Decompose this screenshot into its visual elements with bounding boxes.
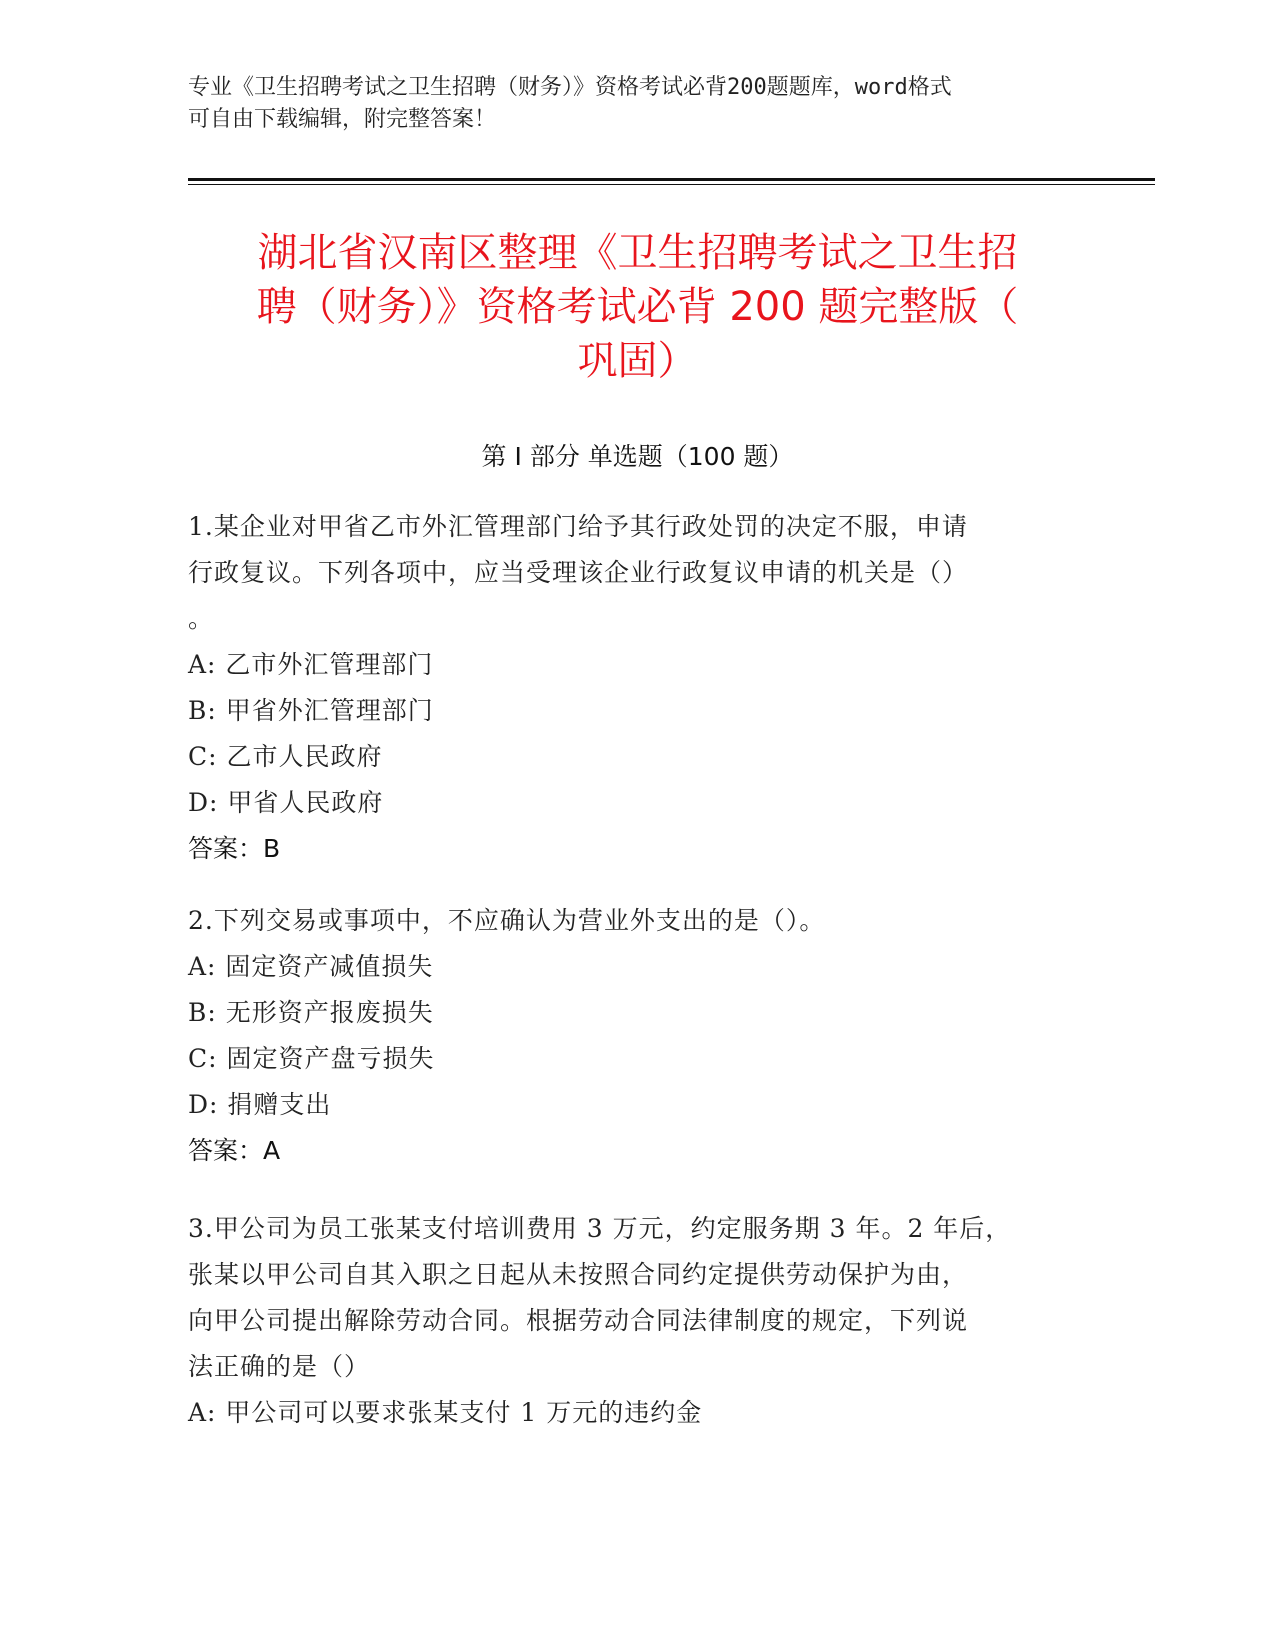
title-line-3: 巩固） xyxy=(577,338,698,384)
header-note xyxy=(188,72,1068,136)
header-divider-thick xyxy=(188,178,1155,181)
question-3-option-a: A: 甲公司可以要求张某支付 1 万元的违约金 xyxy=(188,1398,703,1427)
title-line-2: 聘（财务）》资格考试必背 200 题完整版（ xyxy=(256,284,1019,330)
question-3-stem-line-1: 3.甲公司为员工张某支付培训费用 3 万元，约定服务期 3 年。2 年后， xyxy=(188,1214,1012,1243)
question-1-stem-line-1: 1.某企业对甲省乙市外汇管理部门给予其行政处罚的决定不服，申请 xyxy=(188,512,968,541)
question-2 xyxy=(188,898,1088,1174)
question-2-option-a: A: 固定资产减值损失 xyxy=(188,952,434,981)
document-title xyxy=(190,226,1085,388)
header-divider-thin xyxy=(188,184,1155,185)
question-2-answer: 答案：A xyxy=(188,1136,281,1165)
question-1 xyxy=(188,504,1088,872)
question-1-stem-line-2: 行政复议。下列各项中，应当受理该企业行政复议申请的机关是（） xyxy=(188,558,969,587)
question-1-stem-line-3: 。 xyxy=(188,604,215,633)
question-3-stem-line-3: 向甲公司提出解除劳动合同。根据劳动合同法律制度的规定，下列说 xyxy=(188,1306,969,1335)
question-3-stem-line-4: 法正确的是（） xyxy=(188,1352,371,1381)
section-title: 第 I 部分 单选题（100 题） xyxy=(481,442,794,471)
question-3-stem-line-2: 张某以甲公司自其入职之日起从未按照合同约定提供劳动保护为由， xyxy=(188,1260,969,1289)
question-1-option-c: C: 乙市人民政府 xyxy=(188,742,383,771)
question-3 xyxy=(188,1206,1088,1436)
question-2-option-d: D: 捐赠支出 xyxy=(188,1090,332,1119)
question-1-answer: 答案：B xyxy=(188,834,281,863)
header-note-line-2: 可自由下载编辑，附完整答案！ xyxy=(188,107,497,132)
question-1-option-a: A: 乙市外汇管理部门 xyxy=(188,650,434,679)
question-1-option-b: B: 甲省外汇管理部门 xyxy=(188,696,434,725)
question-2-option-c: C: 固定资产盘亏损失 xyxy=(188,1044,435,1073)
question-2-option-b: B: 无形资产报废损失 xyxy=(188,998,434,1027)
question-2-stem-line-1: 2.下列交易或事项中，不应确认为营业外支出的是（）。 xyxy=(188,906,826,935)
title-line-1: 湖北省汉南区整理《卫生招聘考试之卫生招 xyxy=(257,230,1018,276)
question-1-option-d: D: 甲省人民政府 xyxy=(188,788,384,817)
header-note-line-1: 专业《卫生招聘考试之卫生招聘（财务）》资格考试必背200题题库，word格式 xyxy=(188,75,952,100)
